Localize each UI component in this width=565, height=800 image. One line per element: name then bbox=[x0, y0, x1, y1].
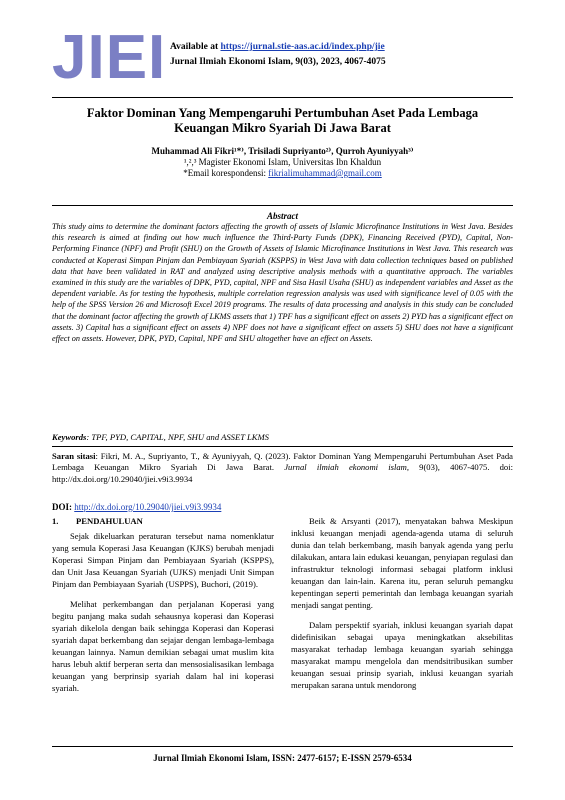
page-footer: Jurnal Ilmiah Ekonomi Islam, ISSN: 2477-6157; E-ISSN 2579-6534 bbox=[153, 753, 412, 763]
keywords-value: : TPF, PYD, CAPITAL, NPF, SHU and ASSET LKMS bbox=[86, 432, 269, 442]
title-line-2: Keuangan Mikro Syariah Di Jawa Barat bbox=[174, 121, 391, 135]
title-line-1: Faktor Dominan Yang Mempengaruhi Pertumbuhan Aset Pada Lembaga bbox=[86, 106, 479, 120]
right-paragraph-1: Beik & Arsyanti (2017), menyatakan bahwa Meskipun inklusi keuangan menjadi agenda-agenda utama di seluruh dunia dan telah berkembang, masih banyak agenda yang perlu dilakukan, antara lain edukasi keuangan, penyiapan regulasi dan infrastruktur teknologi informasi sebagai platform inklusi keuangan dan lain-lain. Karena itu, peran seluruh pemangku kepentingan seperti pemerintah dan lembaga keuangan syariah menjadi sangat penting. bbox=[291, 516, 513, 610]
article-title bbox=[52, 106, 513, 136]
section-number: 1. bbox=[52, 516, 59, 526]
abstract-heading: Abstract bbox=[266, 211, 298, 221]
journal-url-link[interactable]: https://jurnal.stie-aas.ac.id/index.php/jie bbox=[220, 42, 385, 52]
citation-tail: , 9(03), 4067-4075. doi: http://dx.doi.org/10.29040/jiei.v9i3.9934 bbox=[52, 462, 513, 484]
email-prefix: *Email korespondensi: bbox=[183, 168, 269, 178]
body-right-column bbox=[291, 515, 513, 699]
keywords-label: Keywords bbox=[52, 432, 87, 442]
affiliation: ¹,²,³ Magister Ekonomi Islam, Universitas Ibn Khaldun bbox=[183, 157, 382, 167]
keywords-divider bbox=[52, 446, 513, 447]
email-link[interactable]: fikrialimuhammad@gmail.com bbox=[268, 168, 382, 178]
right-paragraph-2: Dalam perspektif syariah, inklusi keuangan syariah dapat didefinisikan sebagai upaya meningkatkan aksebilitas masyarakat terhadap lembaga keuangan syariah sehingga masyarakat mampu mengelola dan mendsitribusikan sumber keuangan sesuai prinsip syariah, inklusi keuangan syariah merupakan sarana untuk mendorong bbox=[291, 620, 513, 690]
available-prefix: Available at bbox=[170, 42, 221, 52]
citation-text: : Fikri, M. A., Supriyanto, T., & Ayuniyyah, Q. (2023). Faktor Dominan Yang Mempengaruhi Pertumbuhan Aset Pada Lembaga Keuangan Mikro Syariah Di Jawa Barat. bbox=[52, 451, 513, 473]
body-left-column bbox=[52, 515, 274, 702]
left-paragraph-1: Sejak dikeluarkan peraturan tersebut nama nomenklatur yang semula Koperasi Jasa Keuangan (KJKS) berubah menjadi Koperasi Simpan Pinjam dan Pembiayaan Syariah (KSPPS), dan Unit Jasa Keuangan Syariah (UJKS) menjadi Unit Simpan Pinjam dan Pembiayaan Syariah (USPPS), Buchori, (2019). bbox=[52, 531, 274, 589]
keywords-line bbox=[52, 432, 513, 442]
availability-line bbox=[170, 40, 386, 55]
left-paragraph-2: Melihat perkembangan dan perjalanan Koperasi yang begitu panjang maka sudah sehausnya koperasi dan Koperasi syariah dikelola dengan baik sehingga Koperasi dan Koperasi syariah dapat berkembang dan sejajar dengan lembaga-lembaga keuangan lainnya. Namun demikian sebagai umat muslim kita harus lebuh aktif berperan serta dan mensosialisasikan lembaga keuangan yang berprinsip syariah dalam hal ini koperasi syariah. bbox=[52, 599, 274, 693]
correspondence bbox=[52, 168, 513, 179]
doi-label: DOI: bbox=[52, 502, 75, 512]
doi-link[interactable]: http://dx.doi.org/10.29040/jiei.v9i3.9934 bbox=[74, 502, 222, 512]
citation-label: Saran sitasi bbox=[52, 451, 96, 461]
citation-journal: Jurnal ilmiah ekonomi islam bbox=[284, 462, 407, 473]
citation-block bbox=[52, 451, 513, 485]
doi-line bbox=[52, 502, 513, 512]
author-names: Muhammad Ali Fikri¹*⁾, Trisiladi Supriyanto²⁾, Qurroh Ayuniyyah³⁾ bbox=[151, 146, 414, 156]
section-heading bbox=[52, 515, 274, 527]
header-divider bbox=[52, 97, 513, 98]
section-title: PENDAHULUAN bbox=[76, 516, 143, 526]
journal-logo: JIEI bbox=[52, 23, 167, 92]
author-block bbox=[52, 146, 513, 179]
journal-meta bbox=[170, 40, 386, 70]
abstract-text: This study aims to determine the dominant factors affecting the growth of assets of Islamic Microfinance Institutions in West Java. Besides this research is aimed at finding out how much influence the Third-Party Funds (DPK), Financing Received (PYD), Capital, Non-Performing Finance (NPF) and Profit (SHU) on the Growth of Assets of Islamic Microfinance Institutions in West Java. This research was conducted at Koperasi Simpan Pinjam dan Pembiayaan Syariah (KSPPS) in West Java with data collection techniques based on published data that have been validated in RAT and analyzed using descriptive analysis methods with a quantitative approach. The variables examined in this study are the variables of DPK, PYD, capital, NPF and Sisa Hasil Usaha (SHU) as independent variables and Asset as the dependent variable. As for testing the hypothesis, multiple correlation regression analysis was used with significance level of 0.05 with the help of the SPSS Version 26 and Microsoft Excel 2019 programs. The results of data processing and analysis in this study can be concluded that the dominant factor affecting the growth of LKMS assets that 1) TPF has a significant effect on assets 2) PYD has a significant effect on assets. 3) Capital has a significant effect on assets 4) NPF does not have a significant effect on assets 5) SHU does not have a significant effect on assets. However, DPK, PYD, Capital, NPF and SHU altogether have an effect on Assets. bbox=[52, 222, 513, 344]
abstract-top-divider bbox=[52, 205, 513, 206]
journal-issue-line: Jurnal Ilmiah Ekonomi Islam, 9(03), 2023, 4067-4075 bbox=[170, 57, 386, 67]
footer-divider bbox=[52, 746, 513, 747]
